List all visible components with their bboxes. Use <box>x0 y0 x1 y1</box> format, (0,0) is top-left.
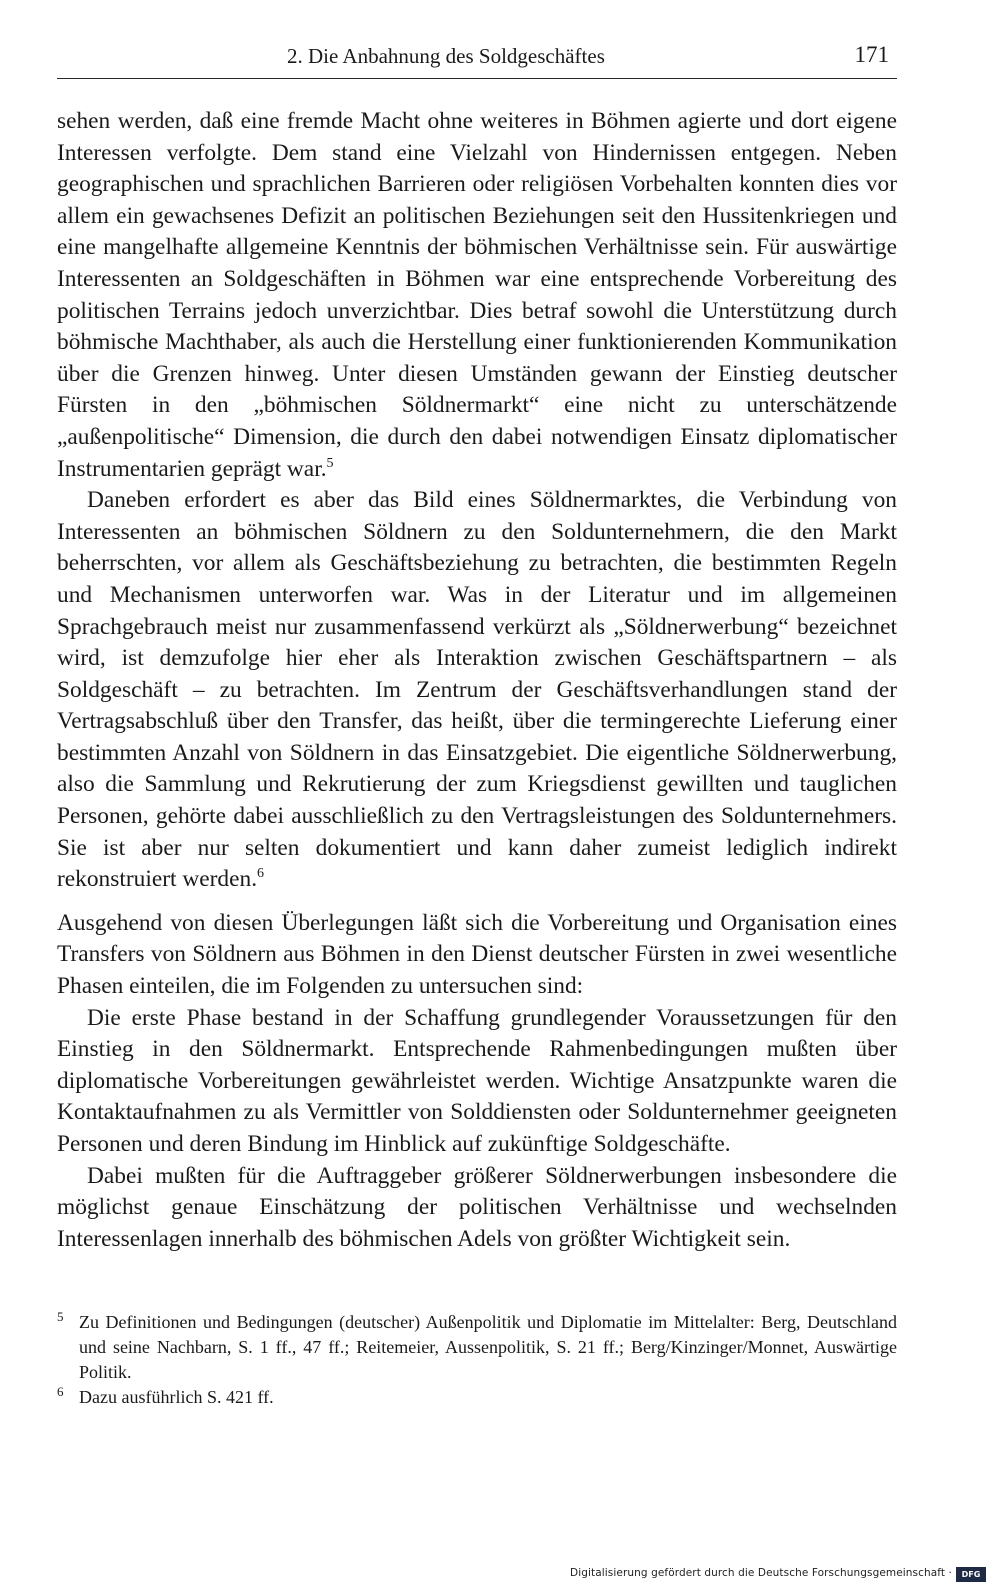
page-number: 171 <box>854 42 889 67</box>
footnote-ref-5[interactable]: 5 <box>326 455 334 471</box>
paragraph-4 <box>57 1003 897 1161</box>
footnote-text: Dazu ausführlich S. 421 ff. <box>79 1387 274 1407</box>
paragraph-text: Dabei mußten für die Auftraggeber größerer Söldnerwerbungen insbesondere die möglichst genaue Einschätzung der politischen Verhältnisse und wechselnden Interessenlagen innerhalb des böhmischen Adels von größter Wichtigkeit sein. <box>57 1162 897 1252</box>
main-text <box>57 106 897 1255</box>
paragraph-5 <box>57 1161 897 1256</box>
footnote-6: 6 Dazu ausführlich S. 421 ff. <box>57 1384 274 1407</box>
paragraph-text: sehen werden, daß eine fremde Macht ohne weiteres in Böhmen agierte und dort eigene Interessen verfolgte. Dem stand eine Vielzahl von Hindernissen entgegen. Neben geographischen und sprachlichen Barrieren oder religiösen Vorbehalten konnten dies vor allem ein gewachsenes Defizit an politischen Beziehungen seit den Hussitenkriegen und eine mangelhafte allgemeine Kenntnis der böhmischen Verhältnisse sein. Für auswärtige Interessenten an Soldgeschäften in Böhmen war eine entsprechende Vorbereitung des politischen Terrains jedoch unverzichtbar. Dies betraf sowohl die Unterstützung durch böhmische Machthaber, als auch die Herstellung einer funktionierenden Kommunikation über die Grenzen hinweg. Unter diesen Umständen gewann der Einstieg deutscher Fürsten in den „böhmischen Söldnermarkt“ eine nicht zu unterschätzende „außenpolitische“ Dimension, die durch den dabei notwendigen Einsatz diplomatischer Instrumentarien geprägt war. <box>57 108 897 482</box>
paragraph-3 <box>57 908 897 1003</box>
paragraph-text: Ausgehend von diesen Überlegungen läßt sich die Vorbereitung und Organisation eines Transfers von Söldnern aus Böhmen in den Dienst deutscher Fürsten in zwei wesentliche Phasen einteilen, die im Folgenden zu untersuchen sind: <box>57 909 897 1000</box>
footnote-5: 5 Zu Definitionen und Bedingungen (deutscher) Außenpolitik und Diplomatie im Mittelalter: Berg, Deutschland und seine Nachbarn, S. 1 ff., 47 ff.; Reitemeier, Aussenpolitik, S. 21 ff.; Berg/Kinzinger/Monnet, Auswärtige Politik. <box>57 1309 897 1382</box>
chapter-title: 2. Die Anbahnung des Soldgeschäftes <box>287 44 605 68</box>
paragraph-1 <box>57 106 897 485</box>
paragraph-text: Die erste Phase bestand in der Schaffung grundlegender Voraussetzungen für den Einstieg in den Söldnermarkt. Entsprechende Rahmenbedingungen mußten über diplomatische Vorbereitungen gewährleistet werden. Wichtige Ansatzpunkte waren die Kontaktaufnahmen zu als Vermittler von Solddiensten oder Soldunternehmer geeigneten Personen und deren Bindung im Hinblick auf zukünftige Soldgeschäfte. <box>57 1004 897 1157</box>
footnote-text: Zu Definitionen und Bedingungen (deutscher) Außenpolitik und Diplomatie im Mittelalter: Berg, Deutschland und seine Nachbarn, S. 1 ff., 47 ff.; Reitemeier, Aussenpolitik, S. 21 ff.; Berg/Kinzinger/Monnet, Auswärtige Politik. <box>79 1312 897 1382</box>
running-header <box>57 36 897 79</box>
paragraph-2 <box>57 485 897 896</box>
footnotes-section <box>57 1310 897 1410</box>
dfg-logo: DFG <box>956 1567 986 1582</box>
funding-note: Digitalisierung gefördert durch die Deutsche Forschungsgemeinschaft · <box>570 1567 952 1579</box>
book-page <box>57 36 897 1255</box>
footnote-ref-6[interactable]: 6 <box>257 866 265 882</box>
paragraph-text: Daneben erfordert es aber das Bild eines Söldnermarktes, die Verbindung von Interessenten an böhmischen Söldnern zu den Soldunternehmern, die den Markt beherrschten, vor allem als Geschäftsbeziehung zu betrachten, die bestimmten Regeln und Mechanismen unterworfen war. Was in der Literatur und im allgemeinen Sprachgebrauch meist nur zusammenfassend verkürzt als „Söldnerwerbung“ bezeichnet wird, ist demzufolge hier eher als Interaktion zwischen Geschäftspartnern – als Soldgeschäft – zu betrachten. Im Zentrum der Geschäftsverhandlungen stand der Vertragsabschluß über den Transfer, das heißt, über die termingerechte Lieferung einer bestimmten Anzahl von Söldnern in das Einsatzgebiet. Die eigentliche Söldnerwerbung, also die Sammlung und Rekrutierung der zum Kriegsdienst gewillten und tauglichen Personen, gehörte dabei ausschließlich zu den Vertragsleistungen des Soldunternehmers. Sie ist aber nur selten dokumentiert und kann daher zumeist lediglich indirekt rekonstruiert werden. <box>57 487 897 893</box>
